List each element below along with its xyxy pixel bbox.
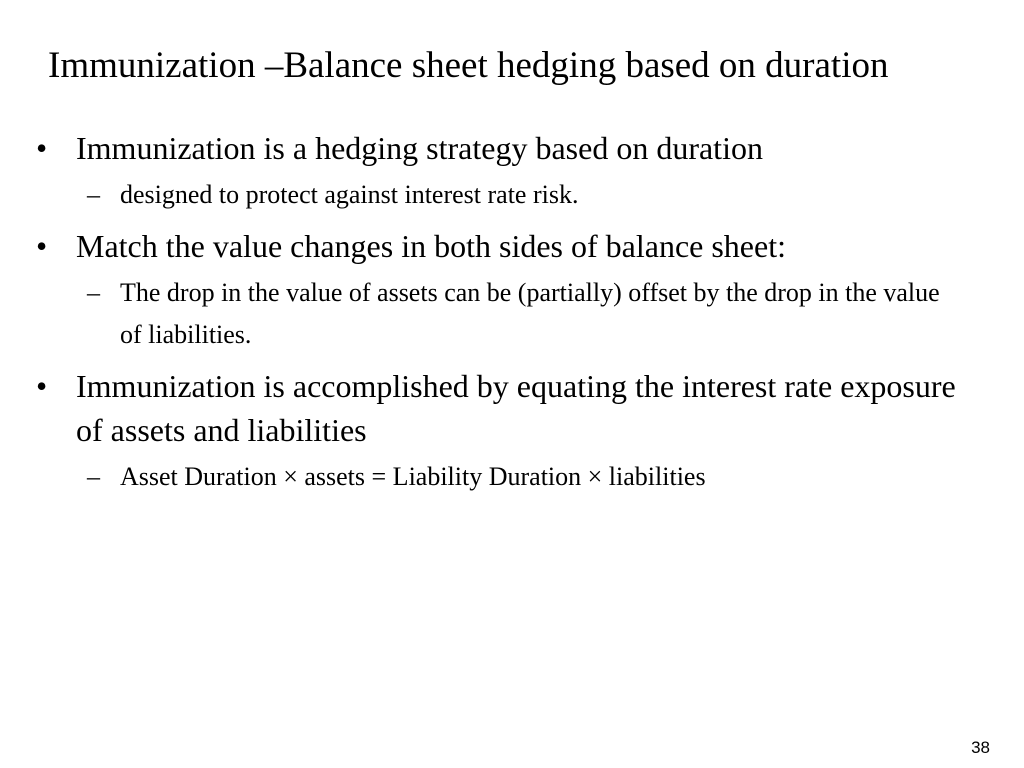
bullet-item [0, 126, 1024, 170]
bullet-text: Match the value changes in both sides of balance sheet: [76, 228, 786, 264]
sub-bullet-text: The drop in the value of assets can be (partially) offset by the drop in the value of liabilities. [120, 278, 940, 349]
sub-bullet-item [0, 456, 1024, 498]
sub-bullet-item [0, 174, 1024, 216]
bullet-marker: • [36, 228, 48, 264]
sub-bullet-text: designed to protect against interest rate risk. [120, 180, 579, 209]
slide-body [0, 126, 1024, 506]
sub-bullet-text: Asset Duration × assets = Liability Duration × liabilities [120, 462, 706, 491]
bullet-marker: • [36, 130, 48, 166]
bullet-marker: • [36, 368, 48, 404]
sub-bullet-marker: – [87, 462, 100, 491]
sub-bullet-item [0, 272, 1024, 356]
bullet-text: Immunization is accomplished by equating the interest rate exposure of assets and liabilities [76, 368, 956, 448]
sub-bullet-marker: – [87, 278, 100, 307]
bullet-item [0, 224, 1024, 268]
sub-bullet-marker: – [87, 180, 100, 209]
bullet-text: Immunization is a hedging strategy based on duration [76, 130, 763, 166]
page-number: 38 [971, 738, 990, 757]
slide-title: Immunization –Balance sheet hedging based on duration [48, 45, 889, 86]
bullet-item [0, 364, 1024, 452]
